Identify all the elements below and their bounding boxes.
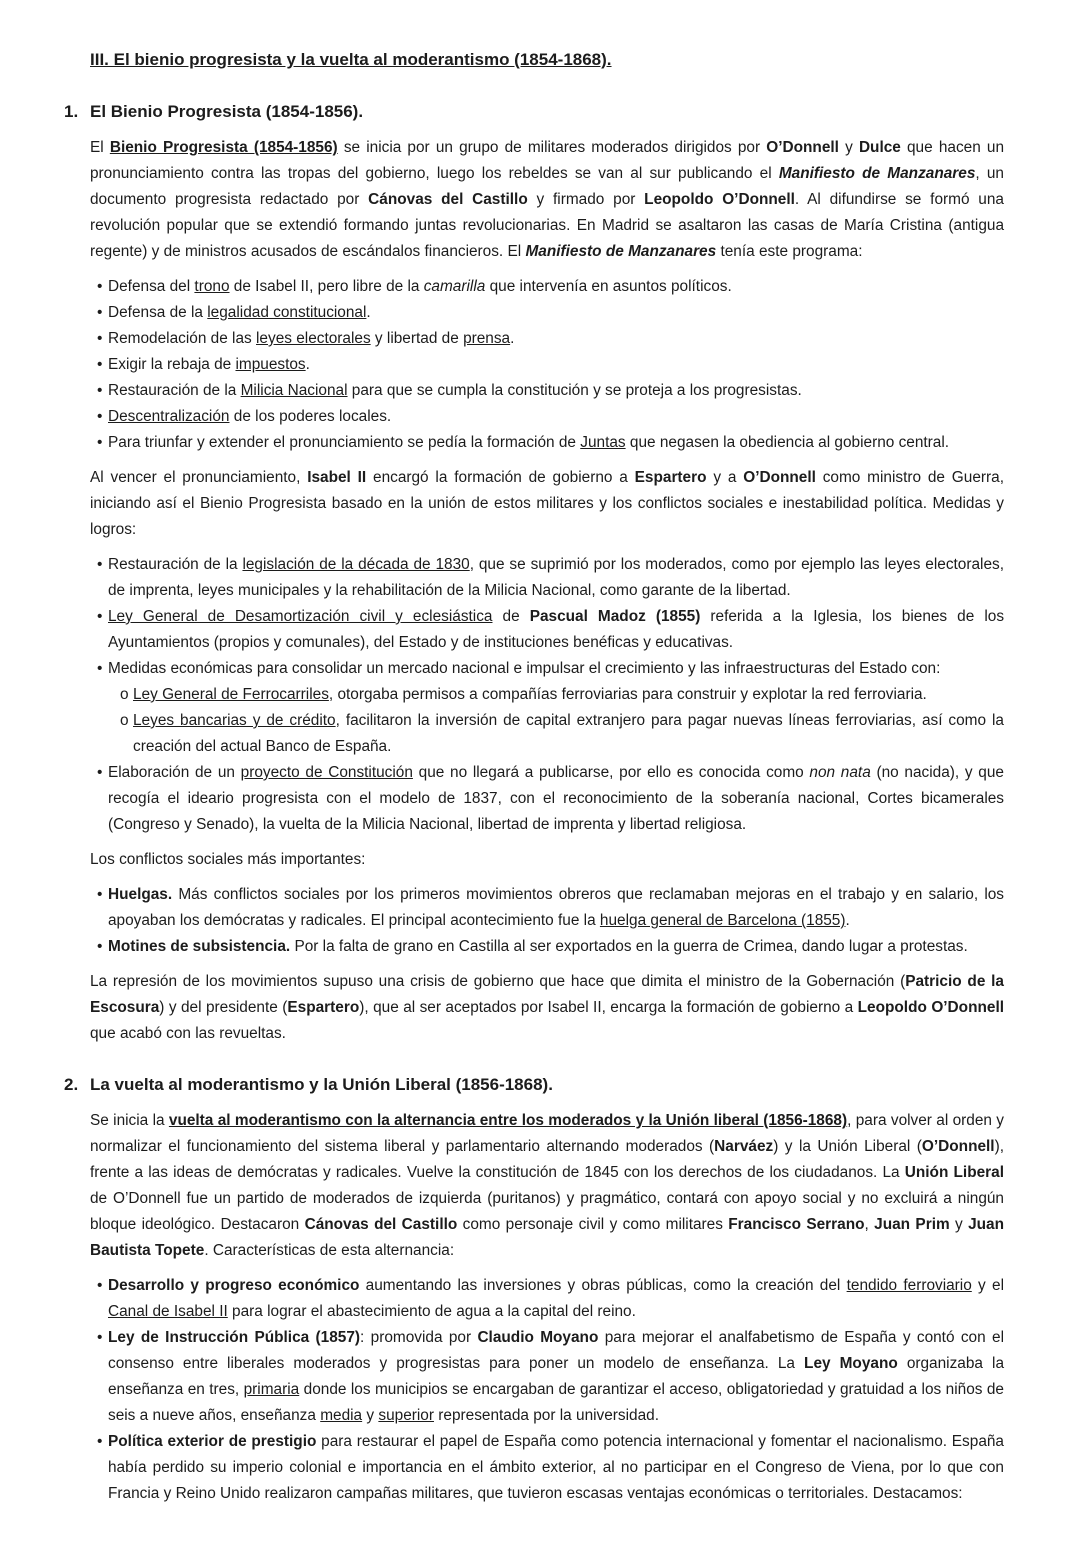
text-run: Francisco Serrano: [728, 1216, 865, 1233]
text-run: Espartero: [287, 999, 360, 1016]
text-run: como ministro de Guerra, iniciando así el Bienio Progresista basado en la unión de estos militares y los conflictos sociales e inestabilidad política. Medidas y logros:: [90, 469, 1004, 538]
text-run: .: [845, 912, 850, 929]
text-run: Defensa de la: [108, 304, 208, 321]
text-run: O’Donnell: [921, 1138, 995, 1155]
bullet-marker: •: [97, 1329, 103, 1346]
bullet-marker: •: [97, 1277, 103, 1294]
text-run: .: [366, 304, 371, 321]
list-item-text: [133, 708, 1004, 760]
bullet-marker: •: [97, 556, 103, 573]
section-number: 1.: [64, 102, 79, 121]
list-item-text: [108, 430, 1004, 456]
section-number: 2.: [64, 1075, 79, 1094]
text-run: Canal de Isabel II: [108, 1303, 228, 1320]
text-run: Manifiesto de Manzanares: [778, 165, 976, 182]
bullet-marker: •: [97, 330, 103, 347]
text-run: tenía este programa:: [716, 243, 863, 260]
text-run: de los poderes locales.: [229, 408, 392, 425]
bullet-marker: •: [97, 886, 103, 903]
sub-bullet-marker: o: [120, 712, 129, 729]
list-item: [97, 1325, 1004, 1429]
text-run: Por la falta de grano en Castilla al ser exportados en la guerra de Crimea, dando lugar a protestas.: [290, 938, 968, 955]
sub-list-item: [120, 708, 1004, 760]
text-run: Juntas: [580, 434, 626, 451]
text-run: Patricio de la Escosura: [90, 973, 1004, 1016]
text-run: Claudio Moyano: [477, 1329, 599, 1346]
text-run: Política exterior de prestigio: [108, 1433, 317, 1450]
text-run: ,: [864, 1216, 875, 1233]
text-run: Leopoldo O’Donnell: [857, 999, 1004, 1016]
text-run: : promovida por: [360, 1329, 478, 1346]
list-item: [97, 1273, 1004, 1325]
text-run: leyes electorales: [256, 330, 371, 347]
text-run: O’Donnell: [743, 469, 816, 486]
text-run: , un documento progresista redactado por: [90, 165, 1004, 208]
text-run: Narváez: [714, 1138, 774, 1155]
list-item: [97, 656, 1004, 682]
text-run: . Características de esta alternancia:: [204, 1242, 455, 1259]
text-run: camarilla: [423, 278, 486, 295]
list-item: [97, 404, 1004, 430]
text-run: Se inicia la: [90, 1112, 169, 1129]
bullet-marker: •: [97, 1433, 103, 1450]
text-run: Isabel II: [307, 469, 367, 486]
bullet-marker: •: [97, 434, 103, 451]
list-item: [97, 934, 1004, 960]
text-run: Para triunfar y extender el pronunciamiento se pedía la formación de: [108, 434, 581, 451]
text-run: organizaba la enseñanza en tres,: [108, 1355, 1004, 1398]
text-run: para lograr el abastecimiento de agua a la capital del reino.: [227, 1303, 636, 1320]
text-run: Cánovas del Castillo: [368, 191, 528, 208]
text-run: Leyes bancarias y de crédito: [133, 712, 336, 729]
text-run: legalidad constitucional: [207, 304, 367, 321]
text-run: Motines de subsistencia.: [108, 938, 291, 955]
text-run: , para volver al orden y normalizar el funcionamiento del sistema liberal y parlamentario alternando moderados (: [90, 1112, 1004, 1155]
text-run: para restaurar el papel de España como potencia internacional y fomentar el nacionalismo. España había perdido su imperio colonial e importancia en el ámbito exterior, al no participar en el Congreso de Viena, por lo que con Francia y Reino Unido realizaron campañas militares, que tuvieron escasas ventajas económicas o territoriales. Destacamos:: [108, 1433, 1004, 1502]
document-title: [90, 46, 1004, 74]
bullet-marker: •: [97, 660, 103, 677]
text-run: Manifiesto de Manzanares: [525, 243, 717, 260]
list-item: [97, 552, 1004, 604]
text-run: Desarrollo y progreso económico: [108, 1277, 360, 1294]
list-item-text: [108, 274, 1004, 300]
paragraph: [90, 969, 1004, 1047]
paragraph: [90, 847, 1004, 873]
text-run: que no llegará a publicarse, por ello es conocida como: [412, 764, 810, 781]
text-run: trono: [194, 278, 230, 295]
text-run: aumentando las inversiones y obras públicas, como la creación del: [359, 1277, 847, 1294]
list-item-text: [108, 934, 1004, 960]
section-heading-text: [90, 98, 1004, 126]
text-run: Ley General de Desamortización civil y eclesiástica: [108, 608, 493, 625]
text-run: , facilitaron la inversión de capital extranjero para pagar nuevas líneas ferroviarias, así como la creación del actual Banco de España.: [133, 712, 1004, 755]
text-run: Espartero: [634, 469, 707, 486]
bullet-marker: •: [97, 608, 103, 625]
paragraph: [90, 135, 1004, 265]
text-run: ) y la Unión Liberal (: [773, 1138, 922, 1155]
text-run: Milicia Nacional: [240, 382, 348, 399]
text-run: , que se suprimió por los moderados, como por ejemplo las leyes electorales, de imprenta, leyes municipales y la rehabilitación de la Milicia Nacional, como garante de la libertad.: [108, 556, 1004, 599]
text-run: media: [320, 1407, 363, 1424]
list-item: [97, 604, 1004, 656]
text-run: La represión de los movimientos supuso una crisis de gobierno que hace que dimita el ministro de la Gobernación (: [90, 973, 906, 990]
list-item: [97, 352, 1004, 378]
text-run: El: [90, 139, 110, 156]
list-item-text: [108, 656, 1004, 682]
text-run: Leopoldo O’Donnell: [644, 191, 795, 208]
text-run: de Isabel II, pero libre de la: [229, 278, 424, 295]
list-item-text: [108, 882, 1004, 934]
text-run: ), frente a las ideas de demócratas y radicales. Vuelve la constitución de 1845 con los derechos de los ciudadanos. La: [90, 1138, 1004, 1181]
text-run: para que se cumpla la constitución y se proteja a los progresistas.: [347, 382, 802, 399]
text-run: referida a la Iglesia, los bienes de los Ayuntamientos (propios y comunales), del Estado y de instituciones benéficas y educativas.: [108, 608, 1005, 651]
list-item: [97, 882, 1004, 934]
list-item-text: [108, 604, 1004, 656]
text-run: Ley General de Ferrocarriles: [133, 686, 329, 703]
text-run: .: [305, 356, 310, 373]
text-run: Juan Prim: [874, 1216, 950, 1233]
text-run: III. El bienio progresista y la vuelta al moderantismo (1854-1868).: [90, 50, 612, 69]
text-run: encargó la formación de gobierno a: [366, 469, 635, 486]
text-run: . Al difundirse se formó una revolución popular que se extendió formando juntas revolucionarias. En Madrid se asaltaron las casas de María Cristina (antigua regente) y de ministros acusados de escándalos financieros. El: [90, 191, 1004, 260]
text-run: Defensa del: [108, 278, 195, 295]
text-run: Descentralización: [108, 408, 230, 425]
text-run: , otorgaba permisos a compañías ferroviarias para construir y explotar la red ferroviaria.: [328, 686, 927, 703]
text-run: Restauración de la: [108, 382, 241, 399]
text-run: y firmado por: [527, 191, 645, 208]
text-run: prensa: [463, 330, 511, 347]
list-item-text: [108, 1325, 1004, 1429]
list-item: [97, 274, 1004, 300]
bullet-marker: •: [97, 938, 103, 955]
list-item: [97, 326, 1004, 352]
section-heading-text: [90, 1071, 1004, 1099]
text-run: El Bienio Progresista (1854-1856).: [90, 102, 364, 121]
text-run: legislación de la década de 1830: [242, 556, 470, 573]
list-item-text: [108, 352, 1004, 378]
list-item-text: [108, 300, 1004, 326]
text-run: ), que al ser aceptados por Isabel II, encarga la formación de gobierno a: [359, 999, 858, 1016]
bullet-marker: •: [97, 382, 103, 399]
text-run: Bienio Progresista (1854-1856): [109, 139, 338, 156]
text-run: como personaje civil y como militares: [457, 1216, 729, 1233]
text-run: primaria: [243, 1381, 300, 1398]
sub-bullet-marker: o: [120, 686, 129, 703]
list-item: [97, 760, 1004, 838]
text-run: para mejorar el analfabetismo de España y contó con el consenso entre liberales moderados y progresistas para poner un modelo de enseñanza. La: [108, 1329, 1004, 1372]
text-run: Exigir la rebaja de: [108, 356, 236, 373]
text-run: y libertad de: [370, 330, 464, 347]
text-run: y: [362, 1407, 379, 1424]
text-run: Huelgas.: [108, 886, 173, 903]
list-item: [97, 430, 1004, 456]
text-run: Ley de Instrucción Pública (1857): [108, 1329, 361, 1346]
text-run: que intervenía en asuntos políticos.: [485, 278, 732, 295]
text-run: Elaboración de un: [108, 764, 241, 781]
text-run: Ley Moyano: [804, 1355, 898, 1372]
list-item-text: [108, 552, 1004, 604]
bullet-marker: •: [97, 764, 103, 781]
text-run: Remodelación de las: [108, 330, 257, 347]
text-run: se inicia por un grupo de militares moderados dirigidos por: [337, 139, 767, 156]
text-run: y a: [706, 469, 744, 486]
text-run: que acabó con las revueltas.: [90, 1025, 286, 1042]
sub-list-item: [120, 682, 1004, 708]
bullet-marker: •: [97, 304, 103, 321]
text-run: non nata: [809, 764, 871, 781]
paragraph: [90, 1108, 1004, 1264]
text-run: de O’Donnell fue un partido de moderados de izquierda (puritanos) y pragmático, contará con apoyo social y no excluirá a ningún bloque ideológico. Destacaron: [90, 1190, 1004, 1233]
list-item-text: [108, 760, 1004, 838]
text-run: Al vencer el pronunciamiento,: [90, 469, 308, 486]
text-run: que negasen la obediencia al gobierno central.: [625, 434, 950, 451]
list-item: [97, 378, 1004, 404]
bullet-marker: •: [97, 408, 103, 425]
text-run: huelga general de Barcelona (1855): [599, 912, 846, 929]
bullet-marker: •: [97, 356, 103, 373]
text-run: Juan Bautista Topete: [90, 1216, 1004, 1259]
list-item: [97, 300, 1004, 326]
text-run: Más conflictos sociales por los primeros movimientos obreros que reclamaban mejoras en el trabajo y en salario, los apoyaban los demócratas y radicales. El principal acontecimiento fue la: [108, 886, 1004, 929]
text-run: tendido ferroviario: [846, 1277, 972, 1294]
text-run: Restauración de la: [108, 556, 243, 573]
text-run: (no nacida), y que recogía el ideario progresista con el modelo de 1837, con el reconocimiento de la soberanía nacional, Cortes bicamerales (Congreso y Senado), la vuelta de la Milicia Nacional, libertad de imprenta y libertad religiosa.: [108, 764, 1004, 833]
list-item: [97, 1429, 1004, 1507]
document-content: [64, 46, 1004, 1507]
text-run: Pascual Madoz (1855): [529, 608, 701, 625]
text-run: vuelta al moderantismo con la alternancia entre los moderados y la Unión liberal (1856-1868): [168, 1112, 848, 1129]
text-run: y el: [971, 1277, 1004, 1294]
section-heading: [64, 98, 1004, 126]
text-run: Unión Liberal: [904, 1164, 1004, 1181]
text-run: donde los municipios se encargaban de garantizar el acceso, obligatoriedad y gratuidad a los niños de seis a nueve años, enseñanza: [108, 1381, 1004, 1424]
list-item-text: [108, 1273, 1004, 1325]
list-item-text: [108, 1429, 1004, 1507]
list-item-text: [133, 682, 1004, 708]
text-run: proyecto de Constitución: [240, 764, 413, 781]
text-run: y: [838, 139, 859, 156]
text-run: Cánovas del Castillo: [304, 1216, 458, 1233]
text-run: ) y del presidente (: [159, 999, 288, 1016]
text-run: superior: [378, 1407, 434, 1424]
text-run: La vuelta al moderantismo y la Unión Liberal (1856-1868).: [90, 1075, 553, 1094]
text-run: y: [949, 1216, 969, 1233]
text-run: .: [510, 330, 515, 347]
text-run: Dulce: [858, 139, 901, 156]
text-run: Los conflictos sociales más importantes:: [90, 851, 366, 868]
text-run: representada por la universidad.: [433, 1407, 659, 1424]
text-run: que hacen un pronunciamiento contra las tropas del gobierno, luego los rebeldes se van al sur publicando el: [90, 139, 1005, 182]
section-heading: [64, 1071, 1004, 1099]
list-item-text: [108, 326, 1004, 352]
bullet-marker: •: [97, 278, 103, 295]
text-run: O’Donnell: [766, 139, 839, 156]
paragraph: [90, 465, 1004, 543]
text-run: impuestos: [235, 356, 306, 373]
list-item-text: [108, 404, 1004, 430]
list-item-text: [108, 378, 1004, 404]
text-run: de: [492, 608, 530, 625]
text-run: Medidas económicas para consolidar un mercado nacional e impulsar el crecimiento y las infraestructuras del Estado con:: [108, 660, 941, 677]
